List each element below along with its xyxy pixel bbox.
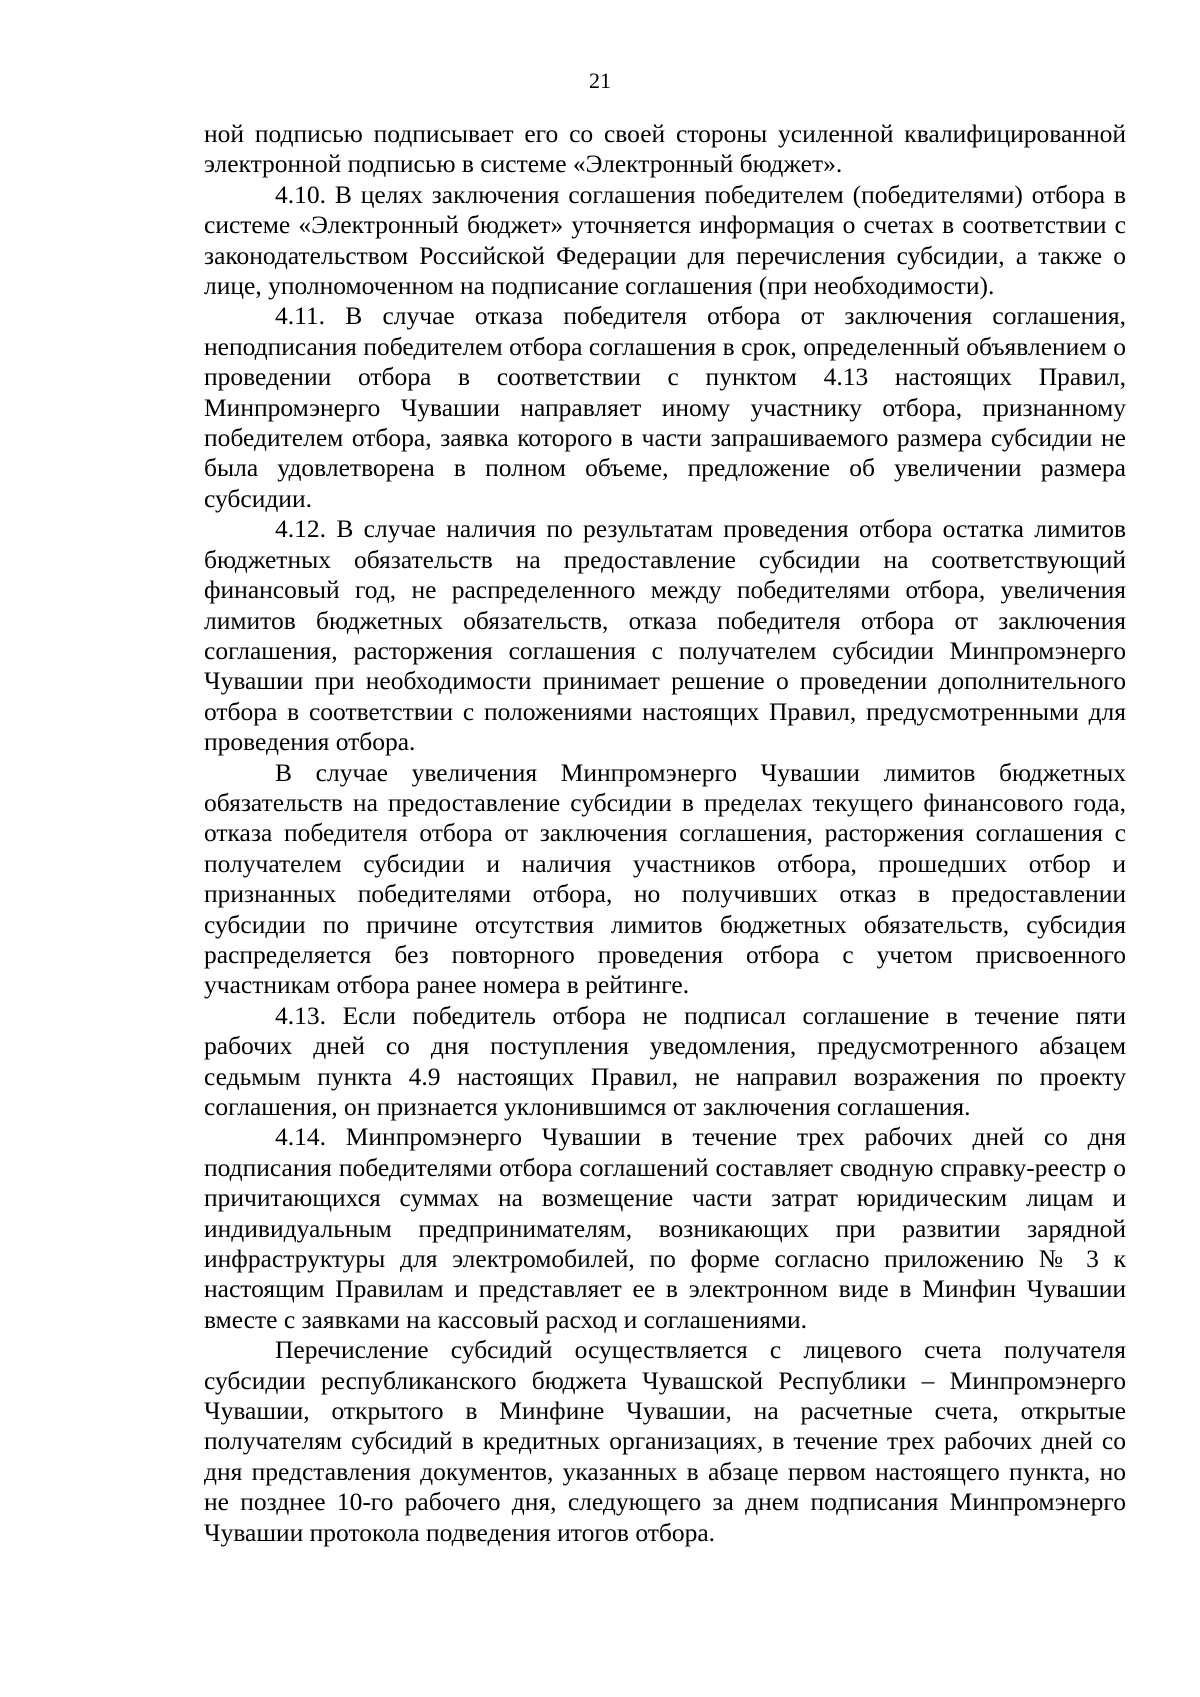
paragraph-4-12-second: В случае увеличения Минпромэнерго Чувашии лимитов бюджетных обязательств на предоставление субсидии в пределах текущего финансового года, отказа победителя отбора от заключения соглашения, расторжения соглашения с получателем субсидии и наличия участников отбора, прошедших отбор и признанных победителями отбора, но получивших отказ в предоставлении субсидии по причине отсутствия лимитов бюджетных обязательств, субсидия распределяется без повторного проведения отбора с учетом присвоенного участникам отбора ранее номера в рейтинге. — [204, 757, 1126, 1000]
paragraph-4-14-second: Перечисление субсидий осуществляется с лицевого счета получателя субсидии республиканского бюджета Чувашской Республики – Минпромэнерго Чувашии, открытого в Минфине Чувашии, на расчетные счета, открытые получателям субсидий в кредитных организациях, в течение трех рабочих дней со дня представления документов, указанных в абзаце первом настоящего пункта, но не позднее 10-го рабочего дня, следующего за днем подписания Минпромэнерго Чувашии протокола подведения итогов отбора. — [204, 1335, 1126, 1547]
paragraph-4-14: 4.14. Минпромэнерго Чувашии в течение трех рабочих дней со дня подписания победителями отбора соглашений составляет сводную справку-реестр о причитающихся суммах на возмещение части затрат юридическим лицам и индивидуальным предпринимателям, возникающих при развитии зарядной инфраструктуры для электромобилей, по форме согласно приложению № 3 к настоящим Правилам и представляет ее в электронном виде в Минфин Чувашии вместе с заявками на кассовый расход и соглашениями. — [204, 1122, 1126, 1334]
paragraph-4-10: 4.10. В целях заключения соглашения победителем (победителями) отбора в системе «Электронный бюджет» уточняется информация о счетах в соответствии с законодательством Российской Федерации для перечисления субсидии, а также о лице, уполномоченном на подписание соглашения (при необходимости). — [204, 179, 1126, 301]
document-body — [204, 119, 1126, 1548]
paragraph-4-12: 4.12. В случае наличия по результатам проведения отбора остатка лимитов бюджетных обязательств на предоставление субсидии на соответствующий финансовый год, не распределенного между победителями отбора, увеличения лимитов бюджетных обязательств, отказа победителя отбора от заключения соглашения, расторжения соглашения с получателем субсидии Минпромэнерго Чувашии при необходимости принимает решение о проведении дополнительного отбора в соответствии с положениями настоящих Правил, предусмотренными для проведения отбора. — [204, 514, 1126, 757]
paragraph-4-11: 4.11. В случае отказа победителя отбора от заключения соглашения, неподписания победителем отбора соглашения в срок, определенный объявлением о проведении отбора в соответствии с пунктом 4.13 настоящих Правил, Минпромэнерго Чувашии направляет иному участнику отбора, признанному победителем отбора, заявка которого в части запрашиваемого размера субсидии не была удовлетворена в полном объеме, предложение об увеличении размера субсидии. — [204, 301, 1126, 513]
paragraph-continuation: ной подписью подписывает его со своей стороны усиленной квалифицированной электронной подписью в системе «Электронный бюджет». — [204, 119, 1126, 179]
page-number: 21 — [589, 68, 611, 93]
paragraph-4-13: 4.13. Если победитель отбора не подписал соглашение в течение пяти рабочих дней со дня поступления уведомления, предусмотренного абзацем седьмым пункта 4.9 настоящих Правил, не направил возражения по проекту соглашения, он признается уклонившимся от заключения соглашения. — [204, 1000, 1126, 1121]
